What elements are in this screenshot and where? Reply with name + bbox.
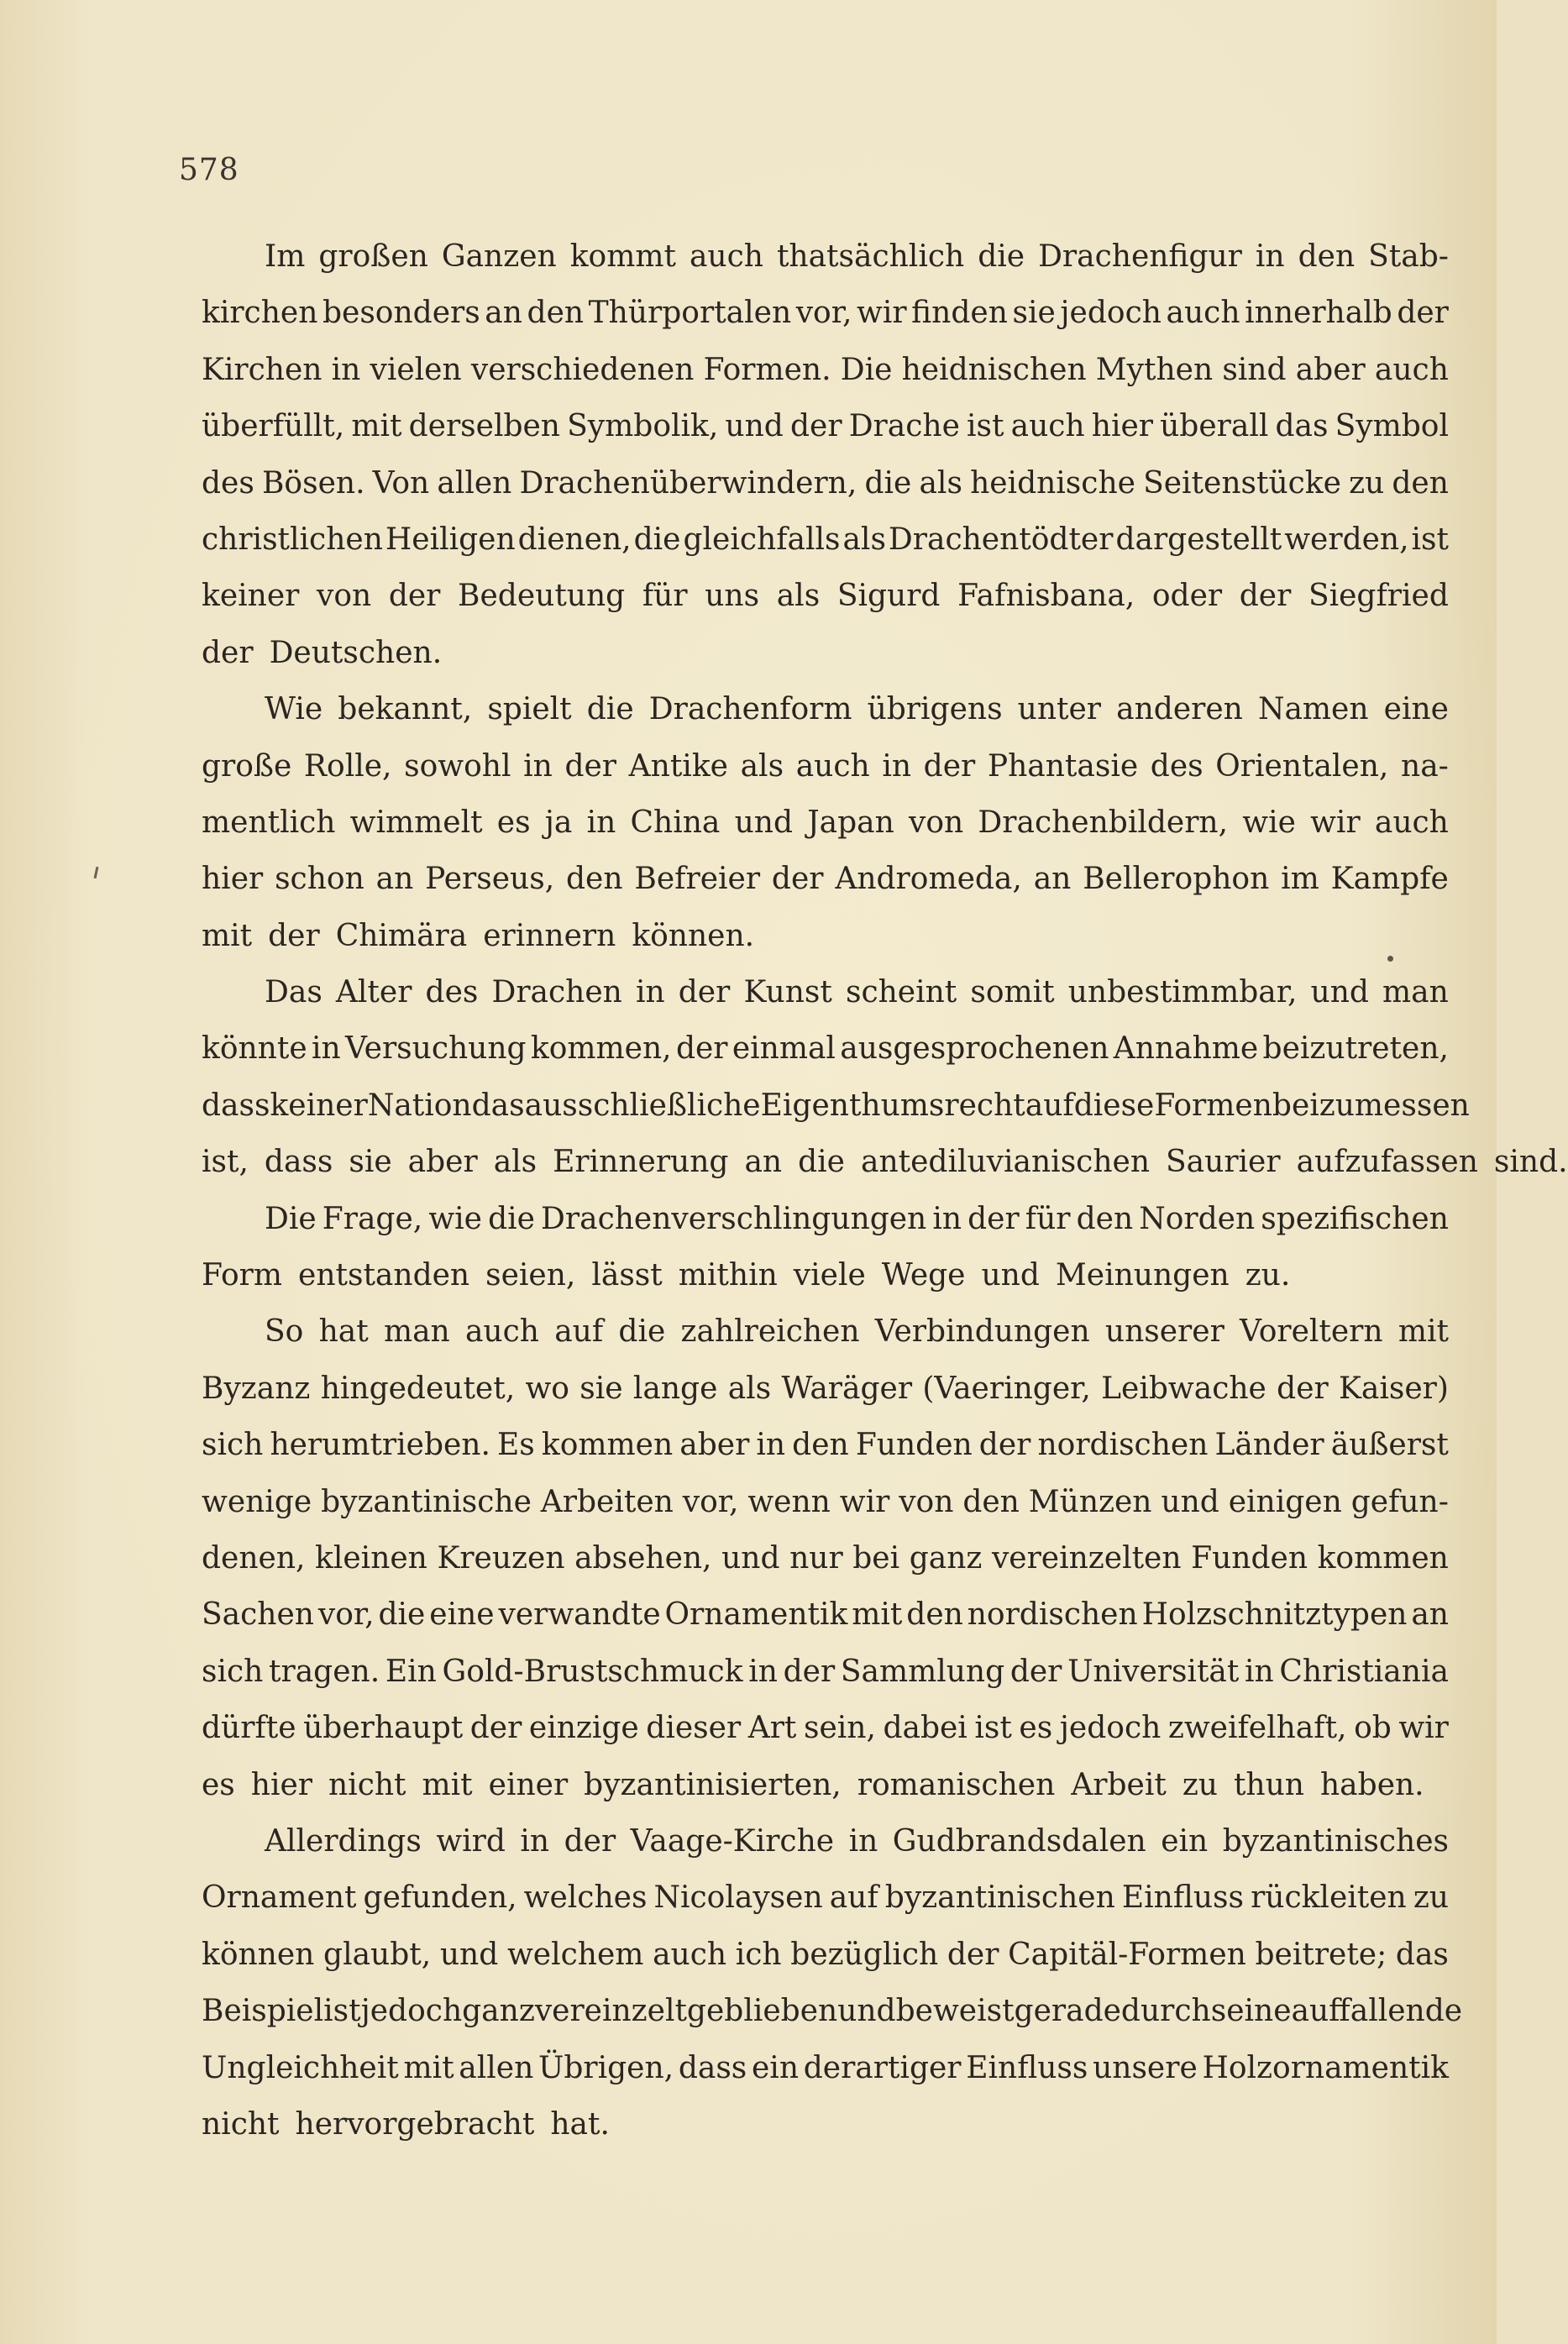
text-line: Form entstanden seien, lässt mithin viele Wege und Meinungen zu.: [202, 1258, 1291, 1293]
paragraph: [202, 228, 1449, 681]
text-line: können glaubt, und welchem auch ich bezüglich der Capitäl-Formen beitrete; das: [202, 1937, 1449, 1972]
text-line: christlichen Heiligen dienen, die gleichfalls als Drachentödter dargestellt werden, ist: [202, 522, 1449, 557]
text-line: der Deutschen.: [202, 635, 443, 670]
text-line: Byzanz hingedeutet, wo sie lange als Waräger (Vaeringer, Leibwache der Kaiser): [202, 1371, 1449, 1406]
text-line: Ungleichheit mit allen Übrigen, dass ein derartiger Einfluss unsere Holzornamentik: [202, 2050, 1449, 2085]
text-line: denen, kleinen Kreuzen absehen, und nur bei ganz vereinzelten Funden kommen: [202, 1540, 1449, 1576]
paragraph: [202, 1813, 1463, 2153]
text-line: überfüllt, mit derselben Symbolik, und der Drache ist auch hier überall das Symbol: [202, 409, 1449, 444]
paragraph: [202, 964, 1568, 1191]
text-line: Im großen Ganzen kommt auch thatsächlich die Drachenfigur in den Stab-: [265, 239, 1449, 274]
paragraph: [202, 1191, 1449, 1304]
text-line: des Bösen. Von allen Drachenüberwindern, die als heidnische Seitenstücke zu den: [202, 465, 1449, 501]
text-line: Wie bekannt, spielt die Drachenform übrigens unter anderen Namen eine: [265, 692, 1449, 727]
text-line: wenige byzantinische Arbeiten vor, wenn wir von den Münzen und einigen gefun-: [202, 1484, 1449, 1519]
text-line: es hier nicht mit einer byzantinisierten, romanischen Arbeit zu thun haben.: [202, 1767, 1424, 1802]
text-line: keiner von der Bedeutung für uns als Sigurd Fafnisbana, oder der Siegfried: [202, 579, 1449, 614]
text-line: dürfte überhaupt der einzige dieser Art sein, dabei ist es jedoch zweifelhaft, ob wir: [202, 1711, 1449, 1746]
text-line: Allerdings wird in der Vaage-Kirche in Gudbrandsdalen ein byzantinisches: [265, 1823, 1449, 1859]
text-line: kirchen besonders an den Thürportalen vor, wir finden sie jedoch auch innerhalb der: [202, 296, 1449, 331]
text-line: Ornament gefunden, welches Nicolaysen auf byzantinischen Einfluss rückleiten zu: [202, 1880, 1449, 1916]
text-line: Beispiel ist jedoch ganz vereinzelt geblieben und beweist gerade durch seine auffallende: [202, 1994, 1463, 2029]
text-line: mentlich wimmelt es ja in China und Japan von Drachenbildern, wie wir auch: [202, 805, 1449, 840]
text-line: Das Alter des Drachen in der Kunst scheint somit unbestimmbar, und man: [265, 975, 1449, 1010]
text-line: Die Frage, wie die Drachenverschlingungen in der für den Norden spezifischen: [265, 1201, 1449, 1236]
page-number: 578: [179, 153, 239, 187]
text-line: ist, dass sie aber als Erinnerung an die antediluvianischen Saurier aufzufassen sind.: [202, 1145, 1568, 1180]
text-line: sich herumtrieben. Es kommen aber in den Funden der nordischen Länder äußerst: [202, 1428, 1449, 1463]
text-line: könnte in Versuchung kommen, der einmal ausgesprochenen Annahme beizutreten,: [202, 1031, 1449, 1067]
paragraph: [202, 681, 1449, 964]
text-line: große Rolle, sowohl in der Antike als auch in der Phantasie des Orientalen, na-: [202, 748, 1449, 784]
text-line: dass keiner Nation das ausschließliche Eigenthumsrecht auf diese Formen beizumessen: [202, 1088, 1470, 1123]
text-line: Kirchen in vielen verschiedenen Formen. Die heidnischen Mythen sind aber auch: [202, 352, 1449, 387]
text-line: nicht hervorgebracht hat.: [202, 2106, 610, 2142]
text-line: So hat man auch auf die zahlreichen Verbindungen unserer Voreltern mit: [265, 1314, 1449, 1350]
text-line: sich tragen. Ein Gold-Brustschmuck in der Sammlung der Universität in Christiania: [202, 1654, 1449, 1689]
text-line: mit der Chimära erinnern können.: [202, 918, 755, 953]
body-text: [202, 228, 1568, 2153]
text-line: hier schon an Perseus, den Befreier der Andromeda, an Bellerophon im Kampfe: [202, 862, 1449, 897]
margin-mark: [94, 867, 99, 878]
text-line: Sachen vor, die eine verwandte Ornamentik mit den nordischen Holzschnitztypen an: [202, 1597, 1449, 1633]
paragraph: [202, 1303, 1449, 1813]
